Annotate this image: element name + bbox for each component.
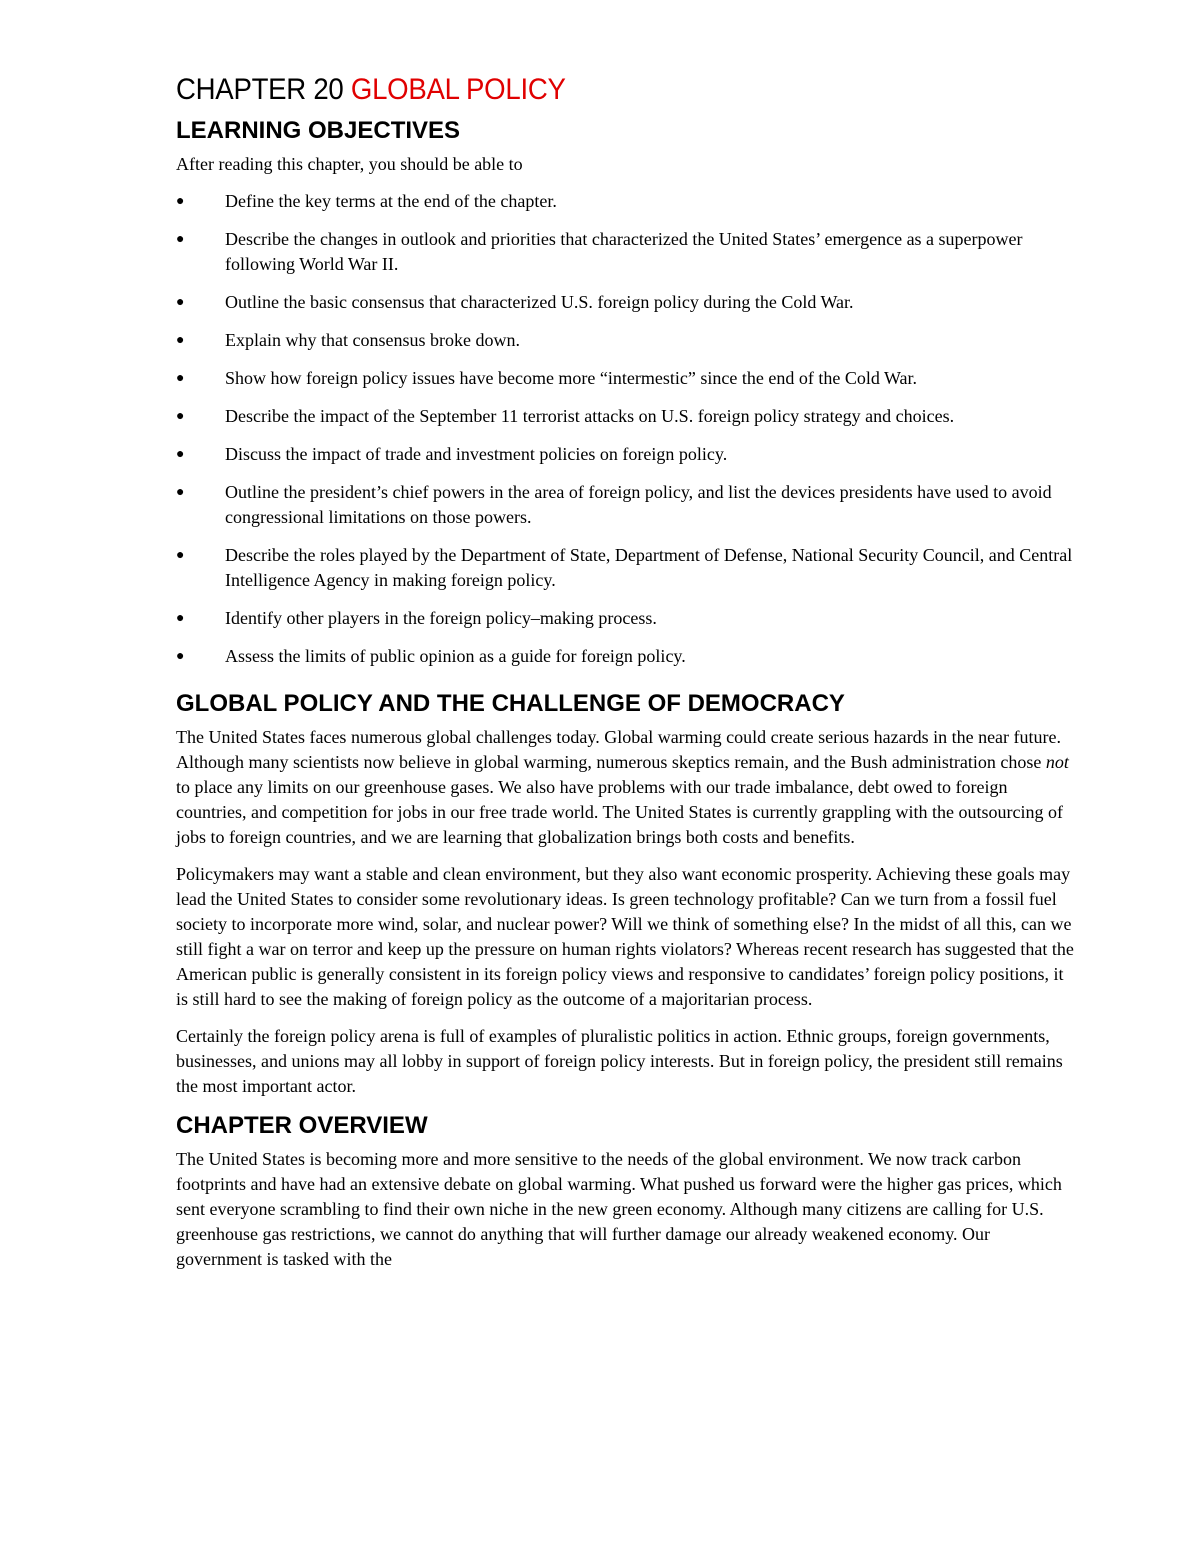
bullet-icon: ● — [176, 371, 185, 386]
page-content — [176, 70, 1076, 1284]
objective-text: Identify other players in the foreign policy–making process. — [225, 608, 657, 628]
objective-text: Describe the roles played by the Department of State, Department of Defense, National Security Council, and Central Intelligence Agency in making foreign policy. — [225, 545, 1073, 590]
objective-item — [176, 442, 1075, 467]
chapter-number: CHAPTER 20 — [176, 73, 351, 106]
chapter-name: GLOBAL POLICY — [350, 73, 566, 106]
objective-text: Describe the changes in outlook and priorities that characterized the United States’ emergence as a superpower following World War II. — [225, 229, 1023, 274]
global-policy-paragraph-1 — [176, 725, 1076, 850]
objective-item — [176, 480, 1075, 530]
objective-item — [176, 543, 1075, 593]
global-policy-paragraph-2: Policymakers may want a stable and clean environment, but they also want economic prosperity. Achieving these goals may lead the United States to consider some revolutionary ideas. Is green technology profitable? Can we turn from a fossil fuel society to incorporate more wind, solar, and nuclear power? Will we think of something else? In the midst of all this, can we still fight a war on terror and keep up the pressure on human rights violators? Whereas recent research has suggested that the American public is generally consistent in its foreign policy views and responsive to candidates’ foreign policy positions, it is still hard to see the making of foreign policy as the outcome of a majoritarian process. — [176, 864, 1074, 1009]
learning-objectives-intro: After reading this chapter, you should be able to — [176, 154, 523, 174]
global-policy-paragraph-3: Certainly the foreign policy arena is full of examples of pluralistic politics in action. Ethnic groups, foreign governments, businesses, and unions may all lobby in support of foreign policy interests. But in foreign policy, the president still remains the most important actor. — [176, 1026, 1063, 1096]
objective-text: Outline the basic consensus that characterized U.S. foreign policy during the Cold War. — [225, 292, 854, 312]
objective-text: Assess the limits of public opinion as a guide for foreign policy. — [225, 646, 686, 666]
objective-text: Outline the president’s chief powers in the area of foreign policy, and list the devices presidents have used to avoid congressional limitations on those powers. — [225, 482, 1052, 527]
chapter-overview-paragraph-1: The United States is becoming more and more sensitive to the needs of the global environment. We now track carbon footprints and have had an extensive debate on global warming. What pushed us forward were the higher gas prices, which sent everyone scrambling to find their own niche in the new green economy. Although many citizens are calling for U.S. greenhouse gas restrictions, we cannot do anything that will further damage our already weakened economy. Our government is tasked with the — [176, 1149, 1062, 1269]
chapter-title — [176, 70, 1004, 110]
objective-item — [176, 606, 1075, 631]
objective-text: Show how foreign policy issues have become more “intermestic” since the end of the Cold War. — [225, 368, 918, 388]
objective-text: Describe the impact of the September 11 terrorist attacks on U.S. foreign policy strategy and choices. — [225, 406, 955, 426]
bullet-icon: ● — [176, 194, 185, 209]
objective-text: Explain why that consensus broke down. — [225, 330, 520, 350]
bullet-icon: ● — [176, 409, 185, 424]
objective-item — [176, 328, 1075, 353]
paragraph-text: to place any limits on our greenhouse gases. We also have problems with our trade imbalance, debt owed to foreign countries, and competition for jobs in our free trade world. The United States is currently grappling with the outsourcing of jobs to foreign countries, and we are learning that globalization brings both costs and benefits. — [176, 777, 1063, 847]
bullet-icon: ● — [176, 232, 185, 247]
learning-objectives-list — [176, 189, 1076, 669]
objective-item — [176, 227, 1075, 277]
objective-item — [176, 404, 1075, 429]
objective-item — [176, 644, 1075, 669]
bullet-icon: ● — [176, 649, 185, 664]
objective-item — [176, 290, 1075, 315]
chapter-overview-heading: CHAPTER OVERVIEW — [176, 1112, 428, 1139]
emphasis-text: not — [1045, 752, 1069, 772]
bullet-icon: ● — [176, 295, 185, 310]
bullet-icon: ● — [176, 485, 185, 500]
bullet-icon: ● — [176, 447, 185, 462]
bullet-icon: ● — [176, 611, 185, 626]
bullet-icon: ● — [176, 548, 185, 563]
learning-objectives-heading: LEARNING OBJECTIVES — [176, 117, 461, 144]
paragraph-text: The United States faces numerous global challenges today. Global warming could create serious hazards in the near future. Although many scientists now believe in global warming, numerous skeptics remain, and the Bush administration chose — [176, 727, 1062, 772]
objective-text: Define the key terms at the end of the chapter. — [225, 191, 557, 211]
bullet-icon: ● — [176, 333, 185, 348]
global-policy-heading: GLOBAL POLICY AND THE CHALLENGE OF DEMOCRACY — [176, 690, 845, 717]
objective-text: Discuss the impact of trade and investment policies on foreign policy. — [225, 444, 728, 464]
objective-item — [176, 366, 1075, 391]
objective-item — [176, 189, 1075, 214]
